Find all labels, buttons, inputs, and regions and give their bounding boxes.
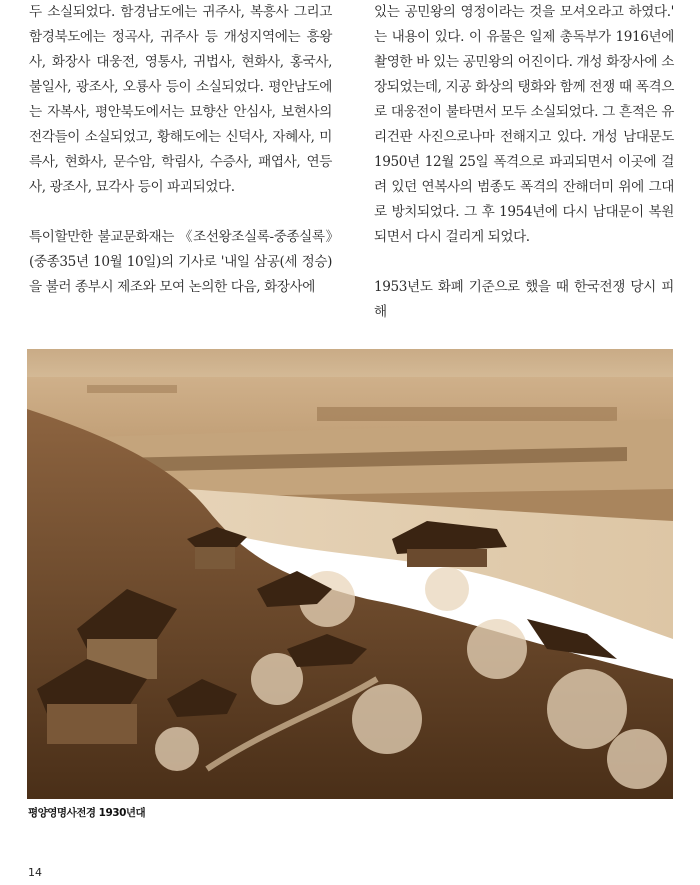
temple-panorama-photo [27, 349, 673, 799]
right-paragraph-2: 1953년도 화폐 기준으로 했을 때 한국전쟁 당시 피해 [374, 279, 674, 320]
left-paragraph-1: 두 소실되었다. 함경남도에는 귀주사, 복흥사 그리고 함경북도에는 정곡사, 귀주사 등 개성지역에는 흥왕사, 화장사 대웅전, 영통사, 귀법사, 현화사, 홍국사, 불일사, 광조사, 오룡사 등이 소실되었다. 평안남도에는 자복사, 평안북도에서는 묘향산 안심사, 보현사의 전각들이 소실되었고, 황해도에는 신덕사, 자혜사, 미륵사, 현화사, 문수암, 학림사, 수증사, 패엽사, 연등사, 광조사, 묘각사 등이 파괴되었다. [29, 4, 332, 195]
left-text-column [29, 0, 332, 300]
page-number: 14 [28, 866, 42, 879]
right-paragraph-1: 있는 공민왕의 영정이라는 것을 모셔오라고 하였다.' 는 내용이 있다. 이 유물은 일제 총독부가 1916년에 촬영한 바 있는 공민왕의 어진이다. 개성 화장사에 소장되었는데, 지공 화상의 탱화와 함께 전쟁 때 폭격으로 대웅전이 불타면서 모두 소실되었다. 그 흔적은 유리건판 사진으로나마 전해지고 있다. 개성 남대문도 1950년 12월 25일 폭격으로 파괴되면서 이곳에 걸려 있던 연복사의 범종도 폭격의 잔해더미 위에 그대로 방치되었다. 그 후 1954년에 다시 남대문이 복원되면서 다시 걸리게 되었다. [374, 4, 674, 245]
right-text-column [374, 0, 674, 325]
left-paragraph-2: 특이할만한 불교문화재는 《조선왕조실록-중종실록》(중종35년 10월 10일)의 기사로 '내일 삼공(세 정승)을 불러 종부시 제조와 모여 논의한 다음, 화장사에 [29, 229, 332, 295]
photo-caption: 평양영명사전경 1930년대 [28, 807, 146, 819]
